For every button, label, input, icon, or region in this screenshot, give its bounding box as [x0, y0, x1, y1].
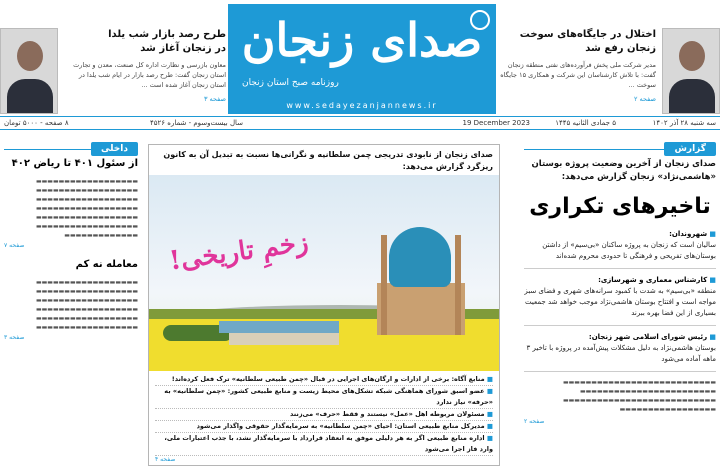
- internal-column: [4, 136, 138, 468]
- gregorian-date: 19 December 2023: [462, 119, 530, 127]
- main-story-headline[interactable]: صدای زنجان از نابودی تدریجی چمن سلطانیه و نگرانی‌ها نسبت به تبدیل آن به کانون ریزگرد گزارش می‌دهد:: [149, 145, 499, 175]
- photo-body: [669, 79, 715, 113]
- divider: [524, 371, 716, 372]
- soltaniyeh-dome-base: [377, 283, 465, 335]
- report-item-2: [524, 275, 716, 319]
- story-2-body: ▬▬▬▬▬▬▬▬▬▬▬▬▬▬▬▬▬▬ ▬▬▬▬▬▬▬▬▬▬▬▬▬▬▬▬▬▬ ▬▬▬▬▬▬▬▬▬▬▬▬▬▬▬▬▬▬ ▬▬▬▬▬▬▬▬▬▬▬▬▬▬▬▬▬▬ ▬▬▬▬▬▬▬▬▬▬▬▬▬▬▬▬▬▬ ▬▬▬▬▬▬▬▬▬▬▬▬▬▬▬▬▬▬: [35, 279, 138, 331]
- story-1-page-ref[interactable]: صفحه ۷: [4, 242, 25, 249]
- overlay-title: زخمِ تاریخی!: [167, 227, 311, 277]
- report-item-1-label: شهروندان:: [669, 230, 708, 238]
- story-2-title[interactable]: معامله‌ نه کم: [75, 259, 138, 270]
- main-story-photo: [149, 175, 499, 371]
- report-item-3-label: رئیس شورای اسلامی شهر زنجان:: [588, 333, 708, 341]
- masthead-tagline: روزنامه صبح استان زنجان: [242, 78, 339, 88]
- report-headline[interactable]: تاخیرهای تکراری: [529, 194, 711, 219]
- masthead-title: صدای زنجان: [241, 13, 483, 67]
- bullet-icon: ■: [707, 230, 716, 238]
- header-right-body: مدیر شرکت ملی پخش فرآورده‌های نفتی منطقه زنجان گفت: با تلاش کارشناسان این شرکت و همکاری ۱۵ جایگاه سوخت ...: [500, 61, 656, 89]
- story-1-title[interactable]: از سئول ۴۰۱ تا ریاض ۴۰۲: [11, 158, 138, 169]
- report-column: [524, 136, 716, 468]
- main-story-item: ■ منابع آگاه: برخی از ادارات و ارگان‌های اجرایی در قبال «چمن طبیعی سلطانیه» ترک فعل کرده‌اند!: [155, 374, 493, 386]
- section-label-internal: داخلی: [91, 142, 138, 156]
- header-left-title-1: طرح رصد بازار شب یلدا: [108, 29, 226, 40]
- main-story-item: ■ عضو اسبق شورای هماهنگی شبکه تشکل‌های محیط زیست و منابع طبیعی کشور: «چمن سلطانیه» به «حرفه» نیاز ندارد: [155, 386, 493, 409]
- dateline-bar: [0, 116, 720, 130]
- main-story-items: [149, 371, 499, 456]
- hall-building: [229, 333, 339, 345]
- report-body-text: ▬▬▬▬▬▬▬▬▬▬▬▬▬▬▬▬▬▬▬▬▬▬▬▬▬▬▬ ▬▬▬▬▬▬▬▬▬▬▬▬▬▬▬▬▬▬▬▬▬▬▬▬ ▬▬▬▬▬▬▬▬▬▬▬▬▬▬▬▬▬▬▬▬▬▬▬▬▬▬▬ ▬▬▬▬▬▬▬▬▬▬▬▬▬▬▬▬▬: [562, 379, 716, 413]
- bullet-icon: ■: [707, 276, 716, 284]
- issue-number: سال بیست‌وسوم - شماره ۴۵۲۶: [150, 119, 244, 127]
- bullet-icon: ■: [707, 333, 716, 341]
- official-photo-right: [662, 28, 720, 114]
- story-1-body: ▬▬▬▬▬▬▬▬▬▬▬▬▬▬▬▬▬▬ ▬▬▬▬▬▬▬▬▬▬▬▬▬▬▬▬▬▬ ▬▬▬▬▬▬▬▬▬▬▬▬▬▬▬▬▬▬ ▬▬▬▬▬▬▬▬▬▬▬▬▬▬▬▬▬▬ ▬▬▬▬▬▬▬▬▬▬▬▬▬▬▬▬▬▬ ▬▬▬▬▬▬▬▬▬▬▬▬▬▬▬▬▬▬ ▬▬▬▬▬▬▬▬▬▬▬▬▬: [35, 178, 138, 239]
- header-left-body: معاون بازرسی و نظارت اداره کل صنعت، معدن و تجارت استان زنجان گفت: طرح رصد بازار در ایام شب یلدا در استان زنجان آغاز شده است ...: [73, 61, 226, 89]
- minaret: [381, 235, 387, 335]
- main-story-box[interactable]: [148, 144, 500, 466]
- header-left-page: صفحه ۳: [203, 95, 226, 103]
- masthead-website[interactable]: www.sedayezanjannews.ir: [286, 101, 438, 110]
- report-page-ref[interactable]: صفحه ۲: [524, 418, 545, 425]
- newspaper-header: [0, 0, 720, 120]
- main-story-item: ■ مدیرکل منابع طبیعی استان: احیای «چمن سلطانیه» به سرمایه‌گذار حقوقی واگذار می‌شود: [155, 421, 493, 433]
- soltaniyeh-dome: [389, 227, 451, 287]
- header-left-title-2: در زنجان آغاز شد: [140, 43, 226, 54]
- photo-head: [679, 41, 705, 71]
- main-story-item: ■ مسئولان مربوطه اهل «عمل» نیستند و فقط «حرف» می‌زنند: [155, 409, 493, 421]
- report-item-2-text: منطقه «بی‌سیم» به شدت با کمبود سرانه‌های شهری و فضای سبز مواجه است و افتتاح بوستان هاشمی‌نژاد موجب خواهد شد جمعیت بسیاری از این فضا بهره ببرند: [524, 287, 716, 317]
- report-item-3: [524, 332, 716, 365]
- divider: [524, 325, 716, 326]
- masthead-logo[interactable]: [228, 4, 496, 114]
- section-label-report: گزارش: [664, 142, 716, 156]
- header-left-story[interactable]: [0, 28, 226, 114]
- main-story-page-ref[interactable]: صفحه ۴: [155, 456, 176, 463]
- header-right-title-1: اختلال در جایگاه‌های سوخت: [519, 29, 656, 40]
- photo-head: [17, 41, 43, 71]
- report-item-3-text: بوستان هاشمی‌نژاد به دلیل مشکلات پیش‌آمده در پروژه با تاخیر ۳ ماهه آماده می‌شود: [526, 344, 716, 363]
- lunar-date: ۵ جمادی الثانیه ۱۴۴۵: [555, 119, 616, 127]
- header-right-story[interactable]: [494, 28, 720, 114]
- header-right-text: [494, 28, 656, 104]
- header-right-page: صفحه ۲: [633, 95, 656, 103]
- minaret: [455, 235, 461, 335]
- report-item-2-label: کارشناس معماری و شهرسازی:: [598, 276, 708, 284]
- photo-body: [7, 79, 53, 113]
- report-item-1-text: سالیان است که زنجان به پروژه ساکنان «بی‌سیم» از داشتن بوستان‌های تفریحی و فرهنگی تا حدودی محروم شده‌اند: [542, 241, 716, 260]
- header-right-title-2: زنجان رفع شد: [585, 43, 656, 54]
- report-item-1: [524, 229, 716, 262]
- header-left-text: [64, 28, 226, 104]
- page-count-price: ۸ صفحه - ۵۰۰۰ تومان: [4, 119, 69, 127]
- official-photo-left: [0, 28, 58, 114]
- hall-roof: [219, 321, 339, 333]
- divider: [524, 268, 716, 269]
- persian-date: سه شنبه ۲۸ آذر ۱۴۰۲: [652, 119, 716, 127]
- story-2-page-ref[interactable]: صفحه ۳: [4, 334, 25, 341]
- main-story-item: ■ اداره منابع طبیعی اگر به هر دلیلی موفق به انعقاد قرارداد با سرمایه‌گذار نشد، با جذب اعتبارات ملی، وارد فاز اجرا می‌شود: [155, 433, 493, 456]
- report-lead[interactable]: صدای زنجان از آخرین وضعیت پروژه بوستان «هاشمی‌نژاد» زنجان گزارش می‌دهد:: [531, 159, 716, 182]
